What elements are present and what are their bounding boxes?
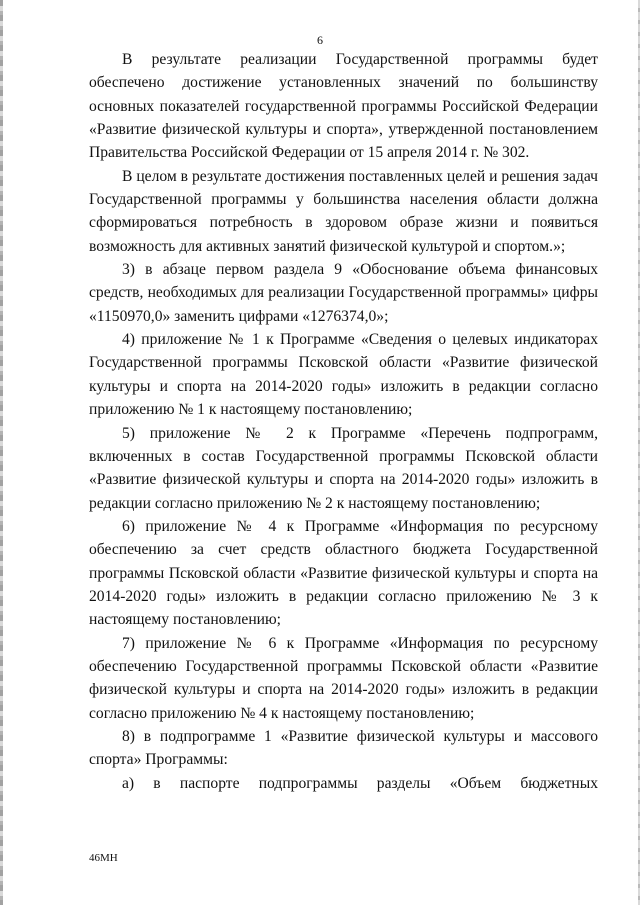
paragraph-9: а) в паспорте подпрограммы разделы «Объем бюджетных [122, 774, 598, 792]
footer-code: 46МН [89, 852, 118, 864]
paragraph-1: В результате реализации Государственной программы будет обеспечено достижение установленных значений по большинству основных показателей государственной программы Российской Федерации «Развитие физической культуры и спорта», утвержденной постановлением Правительства Российской Федерации от 15 апреля 2014 г. № 302. [89, 51, 598, 162]
paragraph-5: 5) приложение № 2 к Программе «Перечень подпрограмм, включенных в состав Государственной программы Псковской области «Развитие физической культуры и спорта на 2014-2020 годы» изложить в редакции согласно приложению № 2 к настоящему постановлению; [89, 424, 598, 512]
page-number: 6 [317, 33, 323, 47]
paragraph-7: 7) приложение № 6 к Программе «Информация по ресурсному обеспечению Государственной программы Псковской области «Развитие физической культуры и спорта на 2014-2020 годы» изложить в редакции согласно приложению № 4 к настоящему постановлению; [89, 634, 598, 722]
paragraph-8: 8) в подпрограмме 1 «Развитие физической культуры и массового спорта» Программы: [89, 727, 598, 769]
paragraph-3: 3) в абзаце первом раздела 9 «Обоснование объема финансовых средств, необходимых для реализации Государственной программы» цифры «1150970,0» заменить цифрами «1276374,0»; [89, 261, 598, 325]
paragraph-2: В целом в результате достижения поставленных целей и решения задач Государственной программы у большинства населения области должна сформироваться потребность в здоровом образе жизни и появиться возможность для активных занятий физической культурой и спортом.»; [89, 167, 598, 255]
paragraph-6: 6) приложение № 4 к Программе «Информация по ресурсному обеспечению за счет средств областного бюджета Государственной программы Псковской области «Развитие физической культуры и спорта на 2014-2020 годы» изложить в редакции согласно приложению № 3 к настоящему постановлению; [89, 517, 598, 629]
paragraph-4: 4) приложение № 1 к Программе «Сведения о целевых индикаторах Государственной программы Псковской области «Развитие физической культуры и спорта на 2014-2020 годы» изложить в редакции согласно приложению № 1 к настоящему постановлению; [89, 331, 598, 419]
scan-edge-left [0, 0, 3, 905]
document-body [89, 48, 598, 795]
